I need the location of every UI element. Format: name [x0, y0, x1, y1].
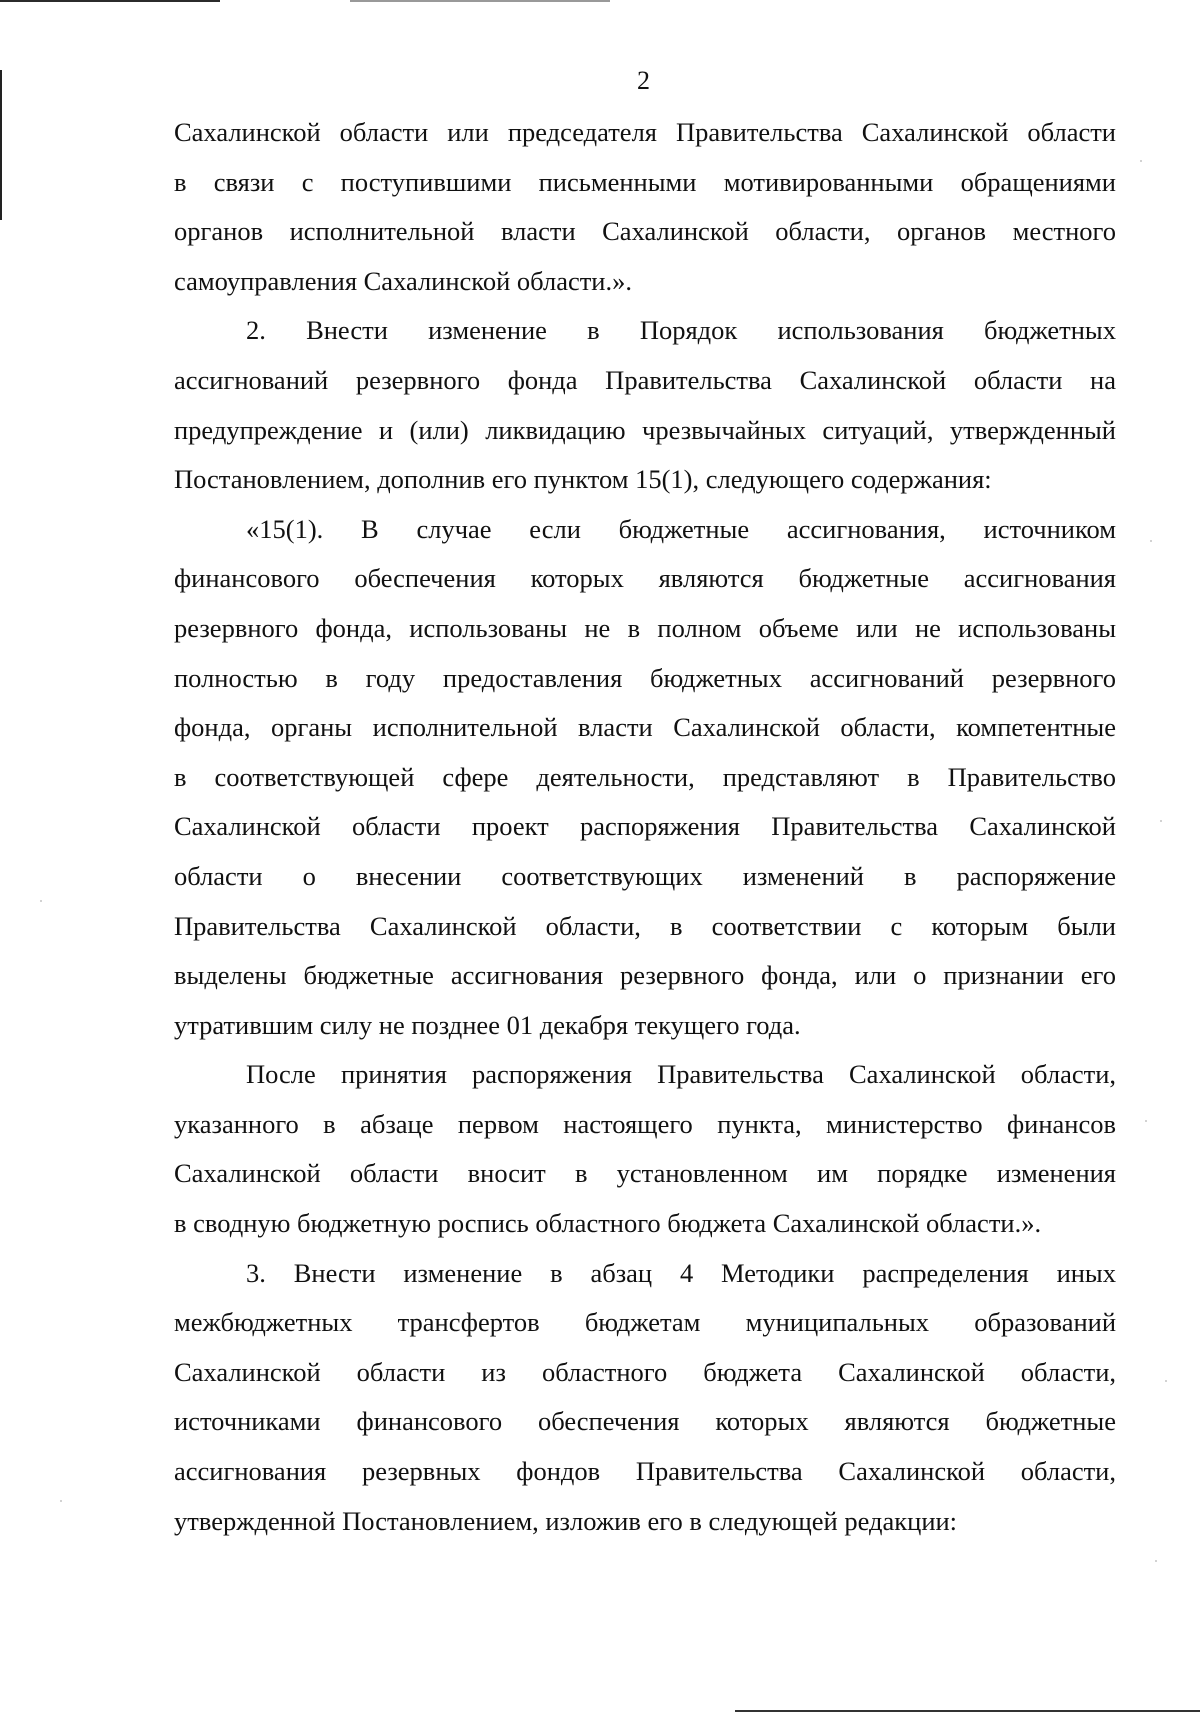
text-line: указанного в абзаце первом настоящего пункта, министерство финансов — [174, 1108, 1116, 1139]
text-line: выделены бюджетные ассигнования резервного фонда, или о признании его — [174, 960, 1116, 991]
text-line: в сводную бюджетную роспись областного бюджета Сахалинской области.». — [174, 1208, 1042, 1239]
text-line: области о внесении соответствующих изменений в распоряжение — [174, 860, 1116, 891]
text-line: предупреждение и (или) ликвидацию чрезвычайных ситуаций, утвержденный — [174, 414, 1116, 445]
text-line: в связи с поступившими письменными мотивированными обращениями — [174, 166, 1116, 197]
text-line: После принятия распоряжения Правительства Сахалинской области, — [246, 1059, 1116, 1090]
text-line: финансового обеспечения которых являются бюджетные ассигнования — [174, 563, 1116, 594]
text-line: источниками финансового обеспечения которых являются бюджетные — [174, 1406, 1116, 1437]
scan-speck — [1155, 1560, 1157, 1562]
text-line: фонда, органы исполнительной власти Сахалинской области, компетентные — [174, 712, 1116, 743]
scan-speck — [40, 900, 42, 902]
text-line: резервного фонда, использованы не в полном объеме или не использованы — [174, 612, 1116, 643]
text-line: утратившим силу не позднее 01 декабря текущего года. — [174, 1009, 801, 1040]
document-body — [174, 108, 1116, 1546]
scan-speck — [1165, 1380, 1167, 1382]
text-line: Сахалинской области из областного бюджета Сахалинской области, — [174, 1356, 1116, 1387]
text-line: утвержденной Постановлением, изложив его в следующей редакции: — [174, 1505, 958, 1536]
text-line: полностью в году предоставления бюджетных ассигнований резервного — [174, 662, 1116, 693]
text-line: Сахалинской области или председателя Правительства Сахалинской области — [174, 117, 1116, 147]
text-line: в соответствующей сфере деятельности, представляют в Правительство — [174, 761, 1116, 792]
scan-speck — [1160, 820, 1162, 822]
scan-speck — [1140, 160, 1142, 162]
text-line: Сахалинской области вносит в установленном им порядке изменения — [174, 1158, 1116, 1189]
text-line: Постановлением, дополнив его пунктом 15(1), следующего содержания: — [174, 464, 992, 495]
text-line: межбюджетных трансфертов бюджетам муниципальных образований — [174, 1307, 1116, 1338]
text-line: самоуправления Сахалинской области.». — [174, 265, 632, 296]
text-line: ассигнований резервного фонда Правительства Сахалинской области на — [174, 364, 1116, 395]
text-line: ассигнования резервных фондов Правительства Сахалинской области, — [174, 1456, 1116, 1487]
text-line: 3. Внести изменение в абзац 4 Методики распределения иных — [246, 1257, 1116, 1288]
scan-speck — [1150, 540, 1152, 542]
text-line: органов исполнительной власти Сахалинской области, органов местного — [174, 216, 1116, 247]
scan-speck — [1145, 1120, 1147, 1122]
text-line: «15(1). В случае если бюджетные ассигнования, источником — [246, 513, 1116, 544]
text-line: Правительства Сахалинской области, в соответствии с которым были — [174, 910, 1116, 941]
text-line: Сахалинской области проект распоряжения Правительства Сахалинской — [174, 811, 1116, 842]
page-number: 2 — [637, 66, 650, 95]
scan-speck — [60, 1500, 62, 1502]
scan-edge-line — [350, 0, 610, 2]
scan-edge-line — [0, 0, 220, 2]
text-line: 2. Внести изменение в Порядок использования бюджетных — [246, 315, 1116, 346]
